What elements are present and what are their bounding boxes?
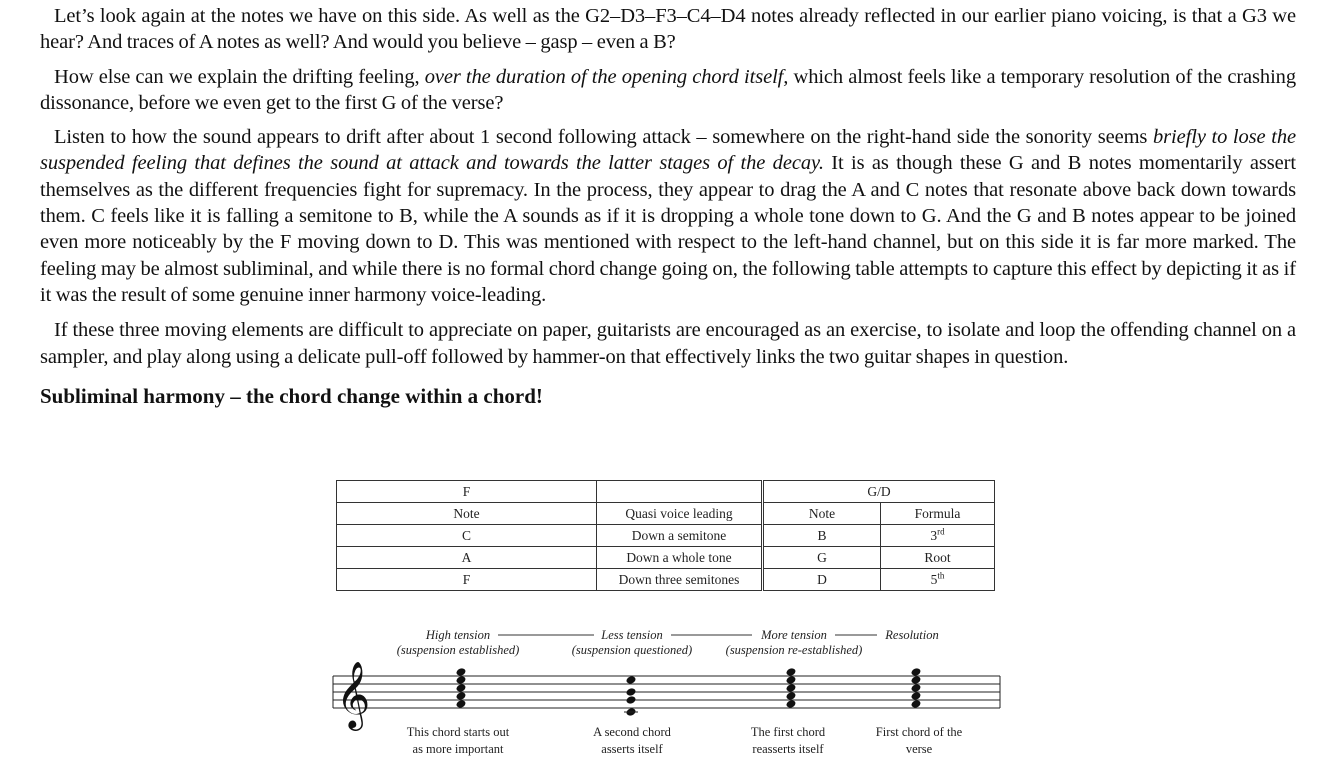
formula-base: Root <box>924 549 951 565</box>
row-from-note: C <box>337 525 597 547</box>
label-top-1: High tension <box>425 628 491 642</box>
treble-clef-icon: 𝄞 <box>336 662 371 727</box>
label-bottom-4: First chord of the <box>875 725 963 739</box>
paragraph-3 <box>40 124 1296 308</box>
row-from-note: A <box>337 547 597 569</box>
paragraph-2-italic: over the duration of the opening chord itself, <box>424 65 789 88</box>
paragraph-4-text: If these three moving elements are difficult to appreciate on paper, guitarists are encouraged as an exercise, to isolate and loop the offending channel on a sampler, and play along using a delicate pull-off followed by hammer-on that effectively links the two guitar shapes in question. <box>40 319 1296 368</box>
formula-base: 5 <box>930 571 938 587</box>
label-bottom-4-sub: verse <box>905 742 933 756</box>
label-top-3: More tension <box>761 628 827 642</box>
label-bottom-3: The first chord <box>750 725 826 739</box>
voice-leading-table <box>336 480 995 591</box>
row-to-note: D <box>763 569 881 591</box>
header-formula: Formula <box>881 503 995 525</box>
row-motion: Down three semitones <box>597 569 763 591</box>
chord-1 <box>456 667 467 709</box>
chord-3 <box>786 667 797 709</box>
formula-sup: rd <box>937 526 945 536</box>
document-page <box>40 0 1296 410</box>
label-top-3-sub: (suspension re-established) <box>725 643 863 657</box>
row-to-note: B <box>763 525 881 547</box>
table-chord-row <box>337 481 995 503</box>
table-row <box>337 569 995 591</box>
row-formula <box>881 525 995 547</box>
label-top-1-sub: (suspension established) <box>396 643 520 657</box>
music-staff-figure <box>330 622 1010 772</box>
paragraph-4 <box>40 317 1296 370</box>
row-from-note: F <box>337 569 597 591</box>
paragraph-2 <box>40 64 1296 117</box>
chord-gap-cell <box>597 481 763 503</box>
formula-sup: th <box>937 570 945 580</box>
label-top-2: Less tension <box>601 628 663 642</box>
chord-from-cell: F <box>337 481 597 503</box>
paragraph-3-text-a: Listen to how the sound appears to drift after about 1 second following attack – somewhere on the right-hand side the sonority seems <box>54 126 1153 149</box>
header-note-to: Note <box>763 503 881 525</box>
label-top-2-sub: (suspension questioned) <box>571 643 693 657</box>
section-heading: Subliminal harmony – the chord change within a chord! <box>40 383 543 408</box>
label-bottom-1: This chord starts out <box>406 725 510 739</box>
chord-4 <box>911 667 922 709</box>
row-motion: Down a whole tone <box>597 547 763 569</box>
table-header-row <box>337 503 995 525</box>
row-formula <box>881 569 995 591</box>
label-bottom-2-sub: asserts itself <box>601 742 663 756</box>
table-row <box>337 525 995 547</box>
header-note-from: Note <box>337 503 597 525</box>
header-voice-leading: Quasi voice leading <box>597 503 763 525</box>
row-motion: Down a semitone <box>597 525 763 547</box>
table-row <box>337 547 995 569</box>
paragraph-2-text-b: which almost feels like a temporary resolution of the crashing dissonance, before we even get to the first G of the verse? <box>40 65 1296 114</box>
paragraph-3-italic: briefly to lose the suspended feeling that defines the sound at attack and towards the latter stages of the decay. <box>40 126 1296 175</box>
label-bottom-2: A second chord <box>593 725 671 739</box>
label-top-4: Resolution <box>885 628 939 642</box>
row-formula <box>881 547 995 569</box>
label-bottom-1-sub: as more important <box>412 742 504 756</box>
row-to-note: G <box>763 547 881 569</box>
formula-base: 3 <box>930 527 938 543</box>
label-bottom-3-sub: reasserts itself <box>752 742 824 756</box>
paragraph-2-text-a: How else can we explain the drifting feeling, <box>54 65 425 88</box>
paragraph-3-text-b: It is as though these G and B notes momentarily assert themselves as the different frequencies fight for supremacy. In the process, they appear to drag the A and C notes that resonate above back down towards them. C feels like it is falling a semitone to B, while the A sounds as if it is dropping a whole tone down to G. And the G and B notes appear to be joined even more noticeably by the F moving down to D. This was mentioned with respect to the left-hand channel, but on this side it is far more marked. The feeling may be almost subliminal, and while there is no formal chord change going on, the following table attempts to capture this effect by depicting it as if it was the result of some genuine inner harmony voice-leading. <box>40 152 1296 306</box>
paragraph-1-text: Let’s look again at the notes we have on this side. As well as the G2–D3–F3–C4–D4 notes already reflected in our earlier piano voicing, is that a G3 we hear? And traces of A notes as well? And would you believe – gasp – even a B? <box>40 5 1296 54</box>
chord-to-cell: G/D <box>763 481 995 503</box>
staff-lines <box>333 676 1000 708</box>
chord-2 <box>624 675 638 717</box>
paragraph-1 <box>40 3 1296 56</box>
